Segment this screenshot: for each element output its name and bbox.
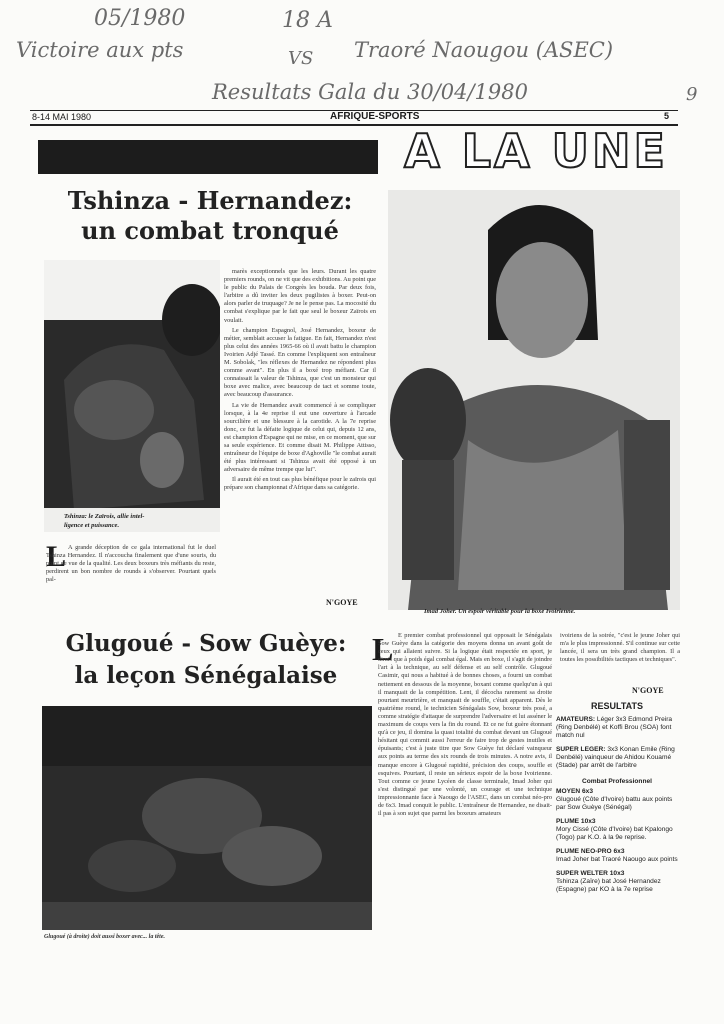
handwritten-number: 18 A (282, 8, 333, 33)
article1-col2-p3: La vie de Hernandez avait commencé à se compliquer lorsque, à la 4e reprise il eut une ouverture à l'arcade sourcilière et une blessure à la carotide. A la 7e reprise donc, ce fut la défaite logique de celui qui, depuis 12 ans, est champion d'Espagne qui ne mise, en ce moment, que sur sa seule expérience. Et comme disait M. Philippe Attisso, entraîneur de l'équipe de boxe d'Aghoville "le combat aurait été plus intéressant si Tshinza avait été opposé à un adversaire de même trempe que lui". (224, 401, 376, 474)
results-plume-label: PLUME 10x3 (556, 818, 596, 825)
tshinza-photo (44, 260, 220, 532)
results-plume-text: Mory Cissé (Côte d'Ivoire) bat Kpalongo (Togo) par K.O. à la 9e reprise. (556, 826, 673, 841)
black-banner (38, 140, 378, 174)
results-superleger (556, 746, 678, 770)
results-welter-text: Tshinza (Zaïre) bat José Hernandez (Espagne) par KO à la 7e reprise (556, 878, 661, 893)
header-page-number: 5 (664, 111, 670, 121)
article1-title-line2: un combat tronqué (81, 216, 339, 245)
header-paper: AFRIQUE-SPORTS (330, 111, 420, 122)
article1-col1-text: A grande déception de ce gala international fut le duel Tshinza Hernandez. Il n'accoucha finalement que d'une souris, du point de vue de la qualité. Les deux boxeurs très méfiants du reste, perdirent un bon nombre de rounds à s'observer. Pourtant quels pal- (46, 544, 216, 584)
handwritten-victoire: Victoire aux pts (16, 38, 184, 62)
results-welter-label: SUPER WELTER 10x3 (556, 870, 625, 877)
results-amateurs (556, 716, 678, 740)
results-moyen-label: MOYEN 6x3 (556, 788, 594, 795)
article1-col2 (224, 268, 376, 596)
results-superleger-text: 3x3 Konan Emile (Ring Denbélé) vainqueur de Ahidou Kouamé (Stade) par arrêt de l'arbitre (556, 746, 675, 769)
glugoue-photo-caption: Glugoué (à droite) doit aussi boxer avec... la tête. (44, 934, 165, 940)
results-neopro-label: PLUME NEO-PRO 6x3 (556, 848, 625, 855)
joher-photo-caption: Imad Joher. Un espoir véritable pour la boxe Ivoirienne. (424, 608, 576, 615)
handwritten-date: 05/1980 (94, 6, 186, 31)
article2-byline: N'GOYE (632, 686, 664, 695)
handwritten-vs: VS (288, 48, 314, 69)
results-moyen (556, 788, 678, 812)
glugoue-photo-art (42, 706, 372, 930)
article1-title-line1: Tshinza - Hernandez: (67, 186, 353, 215)
results-amateurs-label: AMATEURS: (556, 716, 596, 723)
tshinza-photo-caption-line1: Tshinza: le Zaïrois, allie intel- (64, 513, 145, 520)
article1-byline: N'GOYE (326, 598, 358, 607)
article1-col1 (46, 540, 216, 608)
handwritten-page-mark: 9 (686, 84, 698, 105)
article1-col2-p2: Le champion Espagnol, José Hernandez, boxeur de métier, semblait accuser la fatigue. En fait, Hernandez n'est plus celui des années 1965-66 où il avait battu le champion Ivoirien Adjé Tassé. En comme l'expliquent son entraîneur M. Sobolak, "les réflexes de Hernandez ne répondent plus comme avant". En plus il a boxé trop méfiant. Car il connaissait la valeur de Tshinza, que c'est un monsieur qui boxe avec malice, avec beaucoup de tact et somme toute, avec beaucoup d'assurance. (224, 326, 376, 399)
results-box (556, 702, 678, 894)
article2-drop-cap: L (372, 631, 394, 667)
results-amateurs-text: Léger 3x3 Edmond Preira (Ring Denbélé) et Koffi Brou (SOA) font match nul (556, 716, 673, 739)
tshinza-photo-art (44, 260, 220, 532)
article2-col-b-text: ivoiriens de la soirée, "c'est le jeune Joher qui m'a le plus impressionné. S'il continue sur cette lancée, il sera un très grand champion. Il a toutes les possibilités tactiques et techniques". (560, 632, 680, 664)
joher-photo (388, 190, 680, 610)
handwritten-resultats: Resultats Gala du 30/04/1980 (212, 80, 528, 104)
glugoue-photo (42, 706, 372, 930)
article2-title-line1: Glugoué - Sow Guèye: (65, 630, 347, 657)
handwritten-traore: Traoré Naougou (ASEC) (354, 38, 614, 62)
article1-drop-cap: L (46, 540, 67, 573)
joher-photo-art (388, 190, 680, 610)
article2-title-line2: la leçon Sénégalaise (74, 662, 338, 689)
results-neopro (556, 848, 678, 864)
results-welter (556, 870, 678, 894)
article2-col-a-text: E premier combat professionnel qui opposait le Sénégalais Sow Guèye dans la catégorie des moyens donna un avant goût de ceux qui allaient suivre. Si la logique était respectée en sport, je dirais que à poids égal combat égal. Mais en boxe, il s'agit de joindre l'art à la technique, au self défense et au self contrôle. Glugoué Casimir, qui nous a habitué à de bonnes choses, a fourni un combat nettement en dessous de la moyenne, boxant comme quelqu'un à qui il manquait de la compétition. Lent, il décocha rarement sa droite pourtant meurtrière, et manquait de souffle, c'était apparent. Dès le quatrième round, le technicien Sénégalais Sow, boxeur très posé, a comme stratégie d'attaque de surprendre l'adversaire et lui asséner le maximum de coups vers la fin du round. Et ce ne fut guère étonnant qu'à ce jeu, il domina la quasi totalité du combat devant un Glugoué hésitant qui commit aussi l'erreur de faire trop de gestes inutiles et épuisants; c'est à juste titre que Sow Guèye fut déclaré vainqueur aux points au terme des six rounds de trois minutes. A notre avis, il manque encore à Glugoué rapidité, précision des coups, souffle et esquives. Pourtant, il reste un sérieux espoir de la boxe Ivoirienne. Tout comme ce jeune Lycéen de classe terminale, Imad Joher qui s'est distingué par une volonté, un courage et une technique impressionnante face à Naougo de l'ASEC, dans un combat néo-pro de 6x3. Imad conquit le public. L'entraîneur de Hernandez, ne disait-il pas à son sujet que parmi les boxeurs amateurs (378, 632, 552, 818)
results-superleger-label: SUPER LEGER: (556, 746, 606, 753)
article2-col-a (378, 632, 552, 978)
results-heading: RESULTATS (591, 701, 643, 711)
results-pro-heading: Combat Professionnel (582, 778, 652, 785)
section-title: A LA UNE (404, 124, 668, 178)
article1-col2-p4: Il aurait été en tout cas plus bénéfique pour le zaïrois qui prépare son championnat d'Afrique dans sa catégorie. (224, 476, 376, 492)
article2-col-b (560, 632, 680, 682)
results-moyen-text: Glugoué (Côte d'Ivoire) battu aux points par Sow Guèye (Sénégal) (556, 796, 673, 811)
results-neopro-text: Imad Joher bat Traoré Naougo aux points (556, 856, 678, 863)
article1-col2-p1: marès exceptionnels que les leurs. Durant les quatre premiers rounds, on ne vit que des exhibitions. Au point que le public du Palais de Congrès les bouda. Par deux fois, l'arbitre a dû inviter les deux pugilistes à boxer. Peut-on alors parler de truquage? Je ne le pense pas. La mocosité du combat s'explique par le fait que seul le boxeur Zaïrois en voulait. (224, 268, 376, 324)
tshinza-photo-caption-line2: ligence et puissance. (64, 522, 120, 529)
header-date: 8-14 MAI 1980 (32, 112, 92, 122)
results-plume (556, 818, 678, 842)
